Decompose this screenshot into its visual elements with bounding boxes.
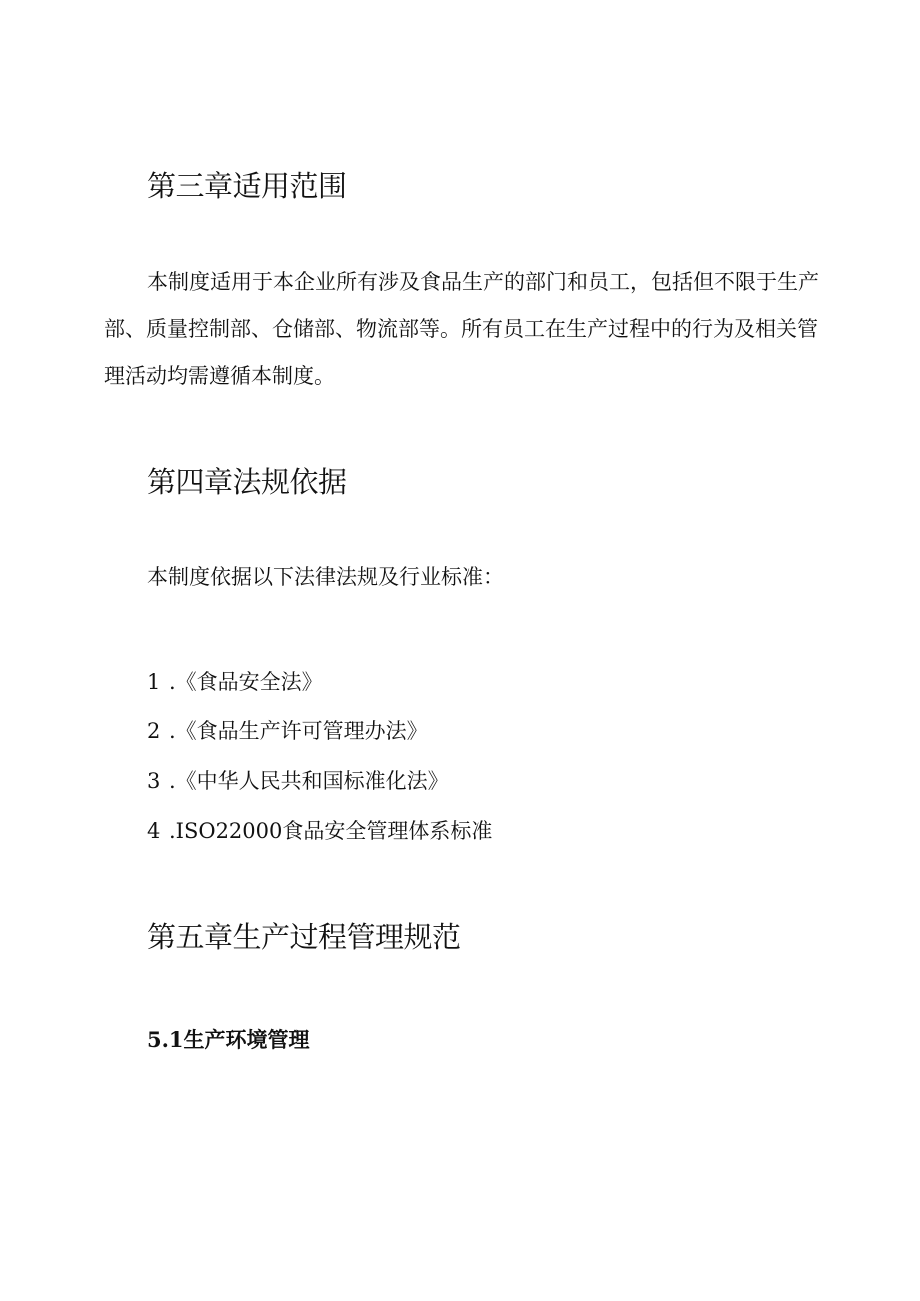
regulation-list-item: [147, 767, 449, 795]
list-item-text: .《食品生产许可管理办法》: [169, 719, 428, 743]
section-5-1-heading: 5.1生产环境管理: [147, 1027, 310, 1052]
list-item-number: 2: [147, 719, 161, 743]
chapter-3-heading: 第三章适用范围: [147, 169, 347, 203]
chapter-4-heading: 第四章法规依据: [147, 465, 347, 499]
chapter-3-paragraph: 本制度适用于本企业所有涉及食品生产的部门和员工，包括但不限于生产部、质量控制部、仓储部、物流部等。所有员工在生产过程中的行为及相关管理活动均需遵循本制度。: [104, 270, 819, 388]
list-item-text: .《食品安全法》: [169, 670, 323, 694]
regulation-list-item: [147, 717, 428, 745]
chapter-5-heading: 第五章生产过程管理规范: [147, 920, 461, 954]
list-item-number: 4: [147, 819, 161, 843]
list-item-text: .ISO22000食品安全管理体系标准: [169, 819, 493, 843]
regulation-list-item: [147, 668, 323, 696]
regulation-list-item: [147, 817, 492, 845]
list-item-number: 1: [147, 670, 161, 694]
list-item-number: 3: [147, 769, 161, 793]
chapter-4-intro: 本制度依据以下法律法规及行业标准：: [147, 565, 504, 589]
list-item-text: .《中华人民共和国标准化法》: [169, 769, 449, 793]
